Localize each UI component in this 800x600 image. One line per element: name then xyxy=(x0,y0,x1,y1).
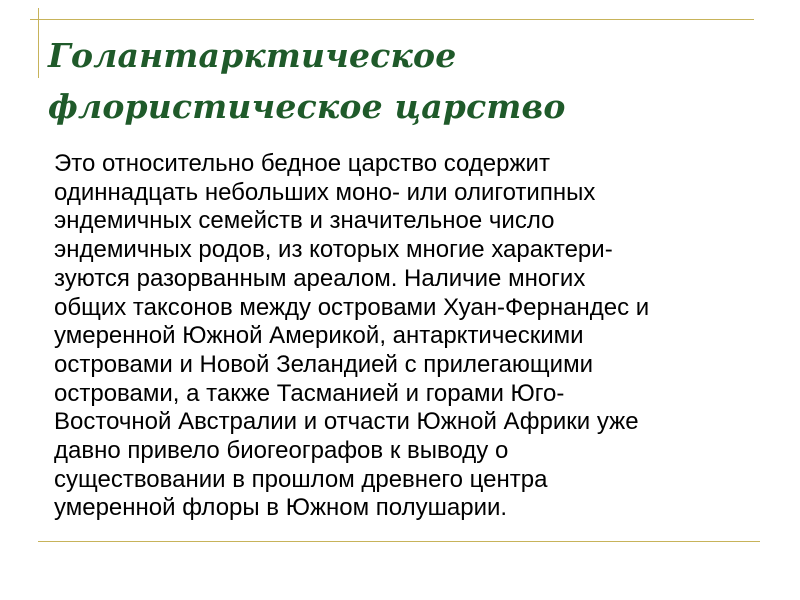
bottom-divider-line xyxy=(38,541,760,542)
left-divider-line xyxy=(38,8,39,78)
slide-title: Голантарктическое флористическое царство xyxy=(48,36,566,126)
slide-body-text: Это относительно бедное царство содержит одиннадцать небольших моно- или олиготипных эндемичных семейств и значительное число эндемичных родов, из которых многие характери- зуются разорванным ареалом. Наличие многих общих таксонов между островами Хуан-Фернандес и умеренной Южной Америкой, антарктическими островами и Новой Зеландией с прилегающими островами, а также Тасманией и горами Юго- Восточной Австралии и отчасти Южной Африки уже давно привело биогеографов к выводу о существовании в прошлом древнего центра умеренной флоры в Южном полушарии. xyxy=(54,150,650,522)
top-divider-line xyxy=(30,19,754,20)
